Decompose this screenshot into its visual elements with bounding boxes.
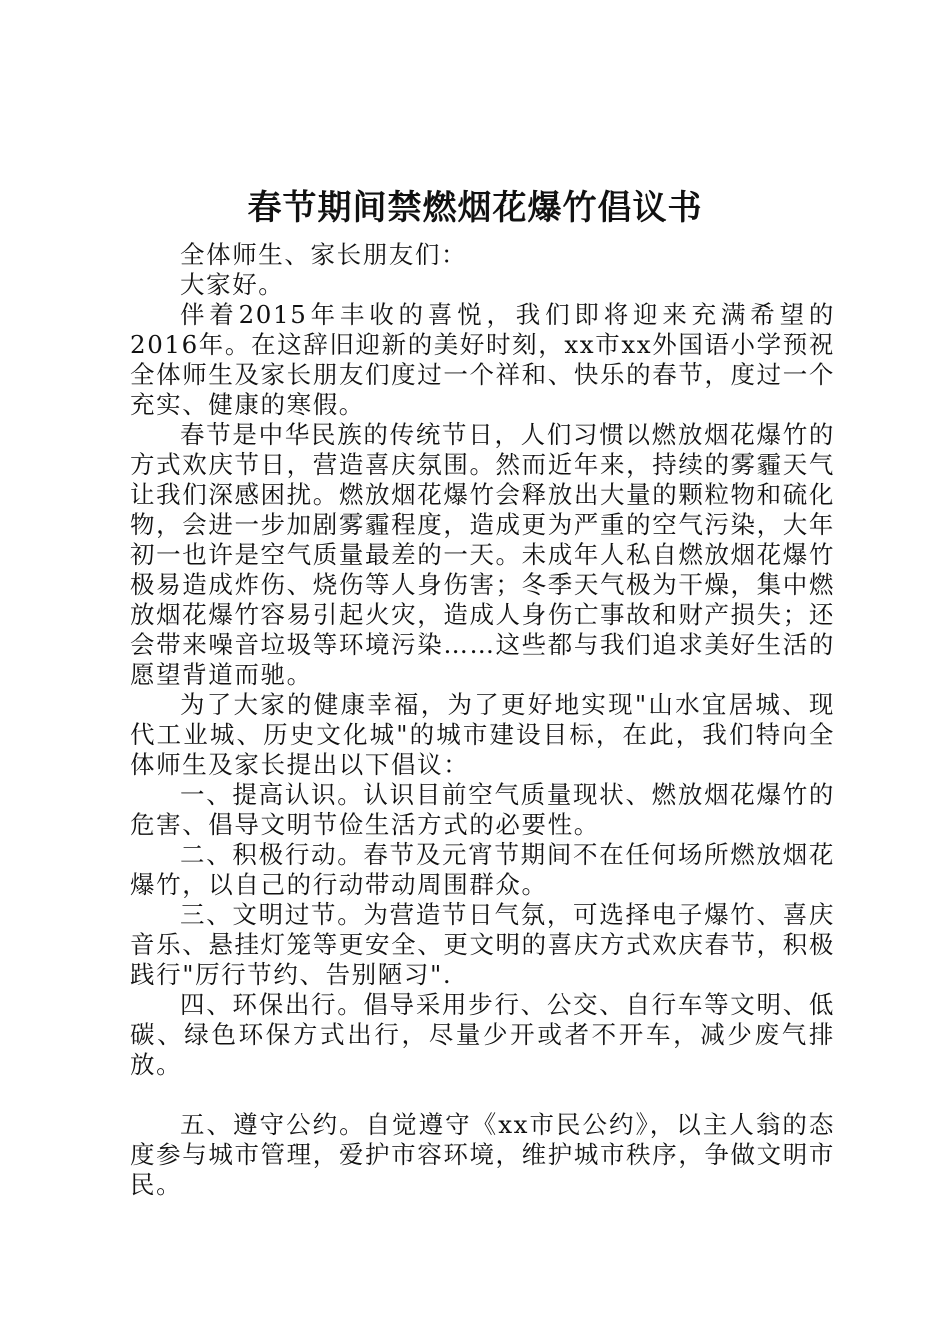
document-body (130, 240, 835, 1200)
proposal-item-2: 二、积极行动。春节及元宵节期间不在任何场所燃放烟花爆竹，以自己的行动带动周围群众。 (130, 840, 835, 899)
proposal-item-1: 一、提高认识。认识目前空气质量现状、燃放烟花爆竹的危害、倡导文明节俭生活方式的必要性。 (130, 780, 835, 839)
salutation: 全体师生、家长朋友们： (180, 240, 468, 269)
paragraph-intro: 伴着2015年丰收的喜悦，我们即将迎来充满希望的2016年。在这辞旧迎新的美好时刻，xx市xx外国语小学预祝全体师生及家长朋友们度过一个祥和、快乐的春节，度过一个充实、健康的寒假。 (130, 300, 835, 419)
paragraph-proposal-intro: 为了大家的健康幸福，为了更好地实现"山水宜居城、现代工业城、历史文化城"的城市建设目标，在此，我们特向全体师生及家长提出以下倡议： (130, 690, 835, 779)
proposal-item-4: 四、环保出行。倡导采用步行、公交、自行车等文明、低碳、绿色环保方式出行，尽量少开或者不开车，减少废气排放。 (130, 990, 835, 1079)
document-title: 春节期间禁燃烟花爆竹倡议书 (247, 188, 703, 228)
greeting: 大家好。 (180, 270, 285, 299)
proposal-item-3: 三、文明过节。为营造节日气氛，可选择电子爆竹、喜庆音乐、悬挂灯笼等更安全、更文明的喜庆方式欢庆春节，积极践行"厉行节约、告别陋习". (130, 900, 835, 989)
paragraph-background: 春节是中华民族的传统节日，人们习惯以燃放烟花爆竹的方式欢庆节日，营造喜庆氛围。然而近年来，持续的雾霾天气让我们深感困扰。燃放烟花爆竹会释放出大量的颗粒物和硫化物，会进一步加剧雾霾程度，造成更为严重的空气污染，大年初一也许是空气质量最差的一天。未成年人私自燃放烟花爆竹极易造成炸伤、烧伤等人身伤害；冬季天气极为干燥，集中燃放烟花爆竹容易引起火灾，造成人身伤亡事故和财产损失；还会带来噪音垃圾等环境污染……这些都与我们追求美好生活的愿望背道而驰。 (130, 420, 835, 689)
proposal-item-5: 五、遵守公约。自觉遵守《xx市民公约》，以主人翁的态度参与城市管理，爱护市容环境，维护城市秩序，争做文明市民。 (130, 1110, 835, 1199)
